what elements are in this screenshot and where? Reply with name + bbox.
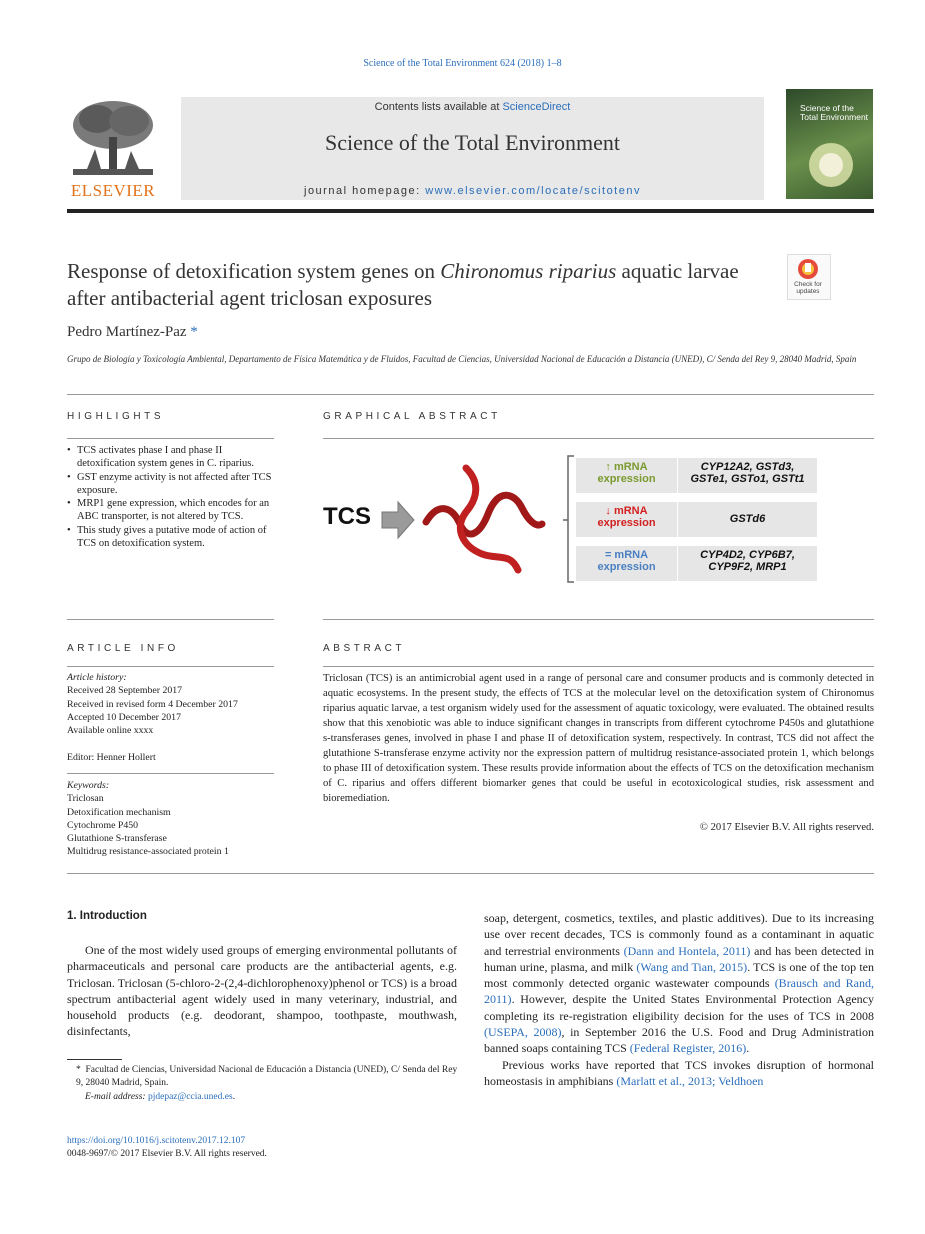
- unchanged-genes-box: [678, 546, 817, 581]
- text-run: . However, despite the United States Environmental Protection Agency completing its re-registration eligibility decision for the uses of TCS in 2008: [484, 992, 874, 1023]
- unchanged-label-1: = mRNA: [604, 549, 649, 561]
- bracket-icon: [562, 454, 576, 586]
- cover-title: Science of the Total Environment: [800, 103, 869, 122]
- upregulated-label-1: ↑ mRNA: [605, 461, 648, 473]
- crossmark-label-2: updates: [796, 288, 820, 295]
- keyword-item: Triclosan: [67, 793, 104, 805]
- intro-paragraph: [484, 910, 874, 1057]
- history-label: Article history:: [67, 672, 127, 683]
- received-date: Received 28 September 2017: [67, 685, 183, 697]
- cover-flower-graphic: [806, 140, 856, 190]
- unchanged-genes-2: CYP9F2, MRP1: [708, 561, 787, 573]
- divider: [67, 773, 274, 774]
- citation-link[interactable]: (Dann and Hontela, 2011): [623, 943, 751, 958]
- revised-date: Received in revised form 4 December 2017: [67, 698, 238, 710]
- doi-link[interactable]: https://doi.org/10.1016/j.scitotenv.2017.12.107: [67, 1136, 246, 1146]
- citation-link[interactable]: (Federal Register, 2016): [629, 1041, 747, 1056]
- author-line: [67, 324, 198, 341]
- journal-reference[interactable]: Science of the Total Environment 624 (2018) 1–8: [363, 58, 562, 69]
- divider: [67, 666, 274, 667]
- upregulated-genes-box: [678, 458, 817, 493]
- article-history: [67, 671, 274, 765]
- chironomus-larvae-image: [418, 462, 548, 580]
- arrow-right-icon: [380, 500, 416, 540]
- highlight-item: • MRP1 gene expression, which encodes for an ABC transporter, is not altered by TCS.: [67, 497, 274, 524]
- text-run: , in September 2016 the U.S. Food and Drug Administration banned soaps containing TCS: [484, 1025, 874, 1056]
- title-part-2: aquatic larvae after antibacterial agent triclosan exposures: [67, 259, 739, 310]
- highlights-heading: HIGHLIGHTS: [67, 411, 165, 422]
- text-run: and has been detected in human urine, plasma, and milk: [484, 943, 874, 974]
- crossmark-icon: [797, 258, 819, 280]
- keyword-item: Detoxification mechanism: [67, 806, 171, 818]
- accepted-date: Accepted 10 December 2017: [67, 711, 181, 723]
- author-name: Pedro Martínez-Paz: [67, 324, 187, 340]
- divider: [67, 873, 874, 874]
- contents-prefix: Contents lists available at: [374, 101, 503, 113]
- abstract-text: Triclosan (TCS) is an antimicrobial agent used in a range of personal care and consumer products and is commonly detected in aquatic ecosystems. In the present study, the effects of TCS at the molecular level on the detoxification system of Chironomus riparius aquatic larvae, a test organism widely used for the assessment of aquatic toxicology, were evaluated. The obtained results show that this xenobiotic was able to induce significant changes in transcripts from different cytochrome P450s and glutathione s-transferases genes, involved in phase I and phase II of detoxification system, respectively. In contrast, TCS did not affect the glutathione S-transferase enzyme activity nor the expression pattern of multidrug resistance-associated protein 1, which belongs to phase III of detoxification system. These results provide information about the effects of TCS on the detoxification mechanism of C. riparius and offers different biomarker genes that could be useful in ecotoxicological studies, risk assessment and bioremediation.: [323, 673, 874, 804]
- graphical-abstract-heading: GRAPHICAL ABSTRACT: [323, 411, 501, 422]
- keyword-item: Multidrug resistance-associated protein 1: [67, 846, 229, 858]
- contents-line: [181, 101, 764, 113]
- abstract-copyright: © 2017 Elsevier B.V. All rights reserved.: [699, 822, 874, 833]
- text-run: soap, detergent, cosmetics, textiles, and plastic additives). Due to its increasing use over recent decades, TCS is commonly found as a contaminant in aquatic and terrestrial environments: [484, 911, 874, 958]
- keyword-item: Cytochrome P450: [67, 819, 139, 831]
- downregulated-label-box: [576, 502, 677, 537]
- unchanged-label-2: expression: [597, 561, 656, 573]
- divider: [323, 666, 874, 667]
- text-run: . TCS is one of the top ten most commonly detected organic wastewater compounds: [484, 959, 874, 991]
- divider: [67, 619, 274, 620]
- downregulated-genes-box: [678, 502, 817, 537]
- keywords: [67, 779, 274, 859]
- email-link[interactable]: pjdepaz@ccia.uned.es: [147, 1091, 233, 1102]
- footnote-mark: *: [76, 1065, 81, 1075]
- text-run: Previous works have reported that TCS invokes disruption of hormonal homeostasis in amphibians: [484, 1057, 874, 1088]
- intro-paragraph: [484, 1057, 874, 1090]
- abstract-heading: ABSTRACT: [323, 643, 406, 654]
- divider: [323, 619, 874, 620]
- online-date: Available online xxxx: [67, 725, 154, 737]
- footnote-address: Facultad de Ciencias, Universidad Nacional de Educación a Distancia (UNED), C/ Senda del Rey 9, 28040 Madrid, Spain.: [76, 1065, 458, 1089]
- title-species: Chironomus riparius: [440, 259, 617, 283]
- intro-left-column: [67, 942, 457, 1040]
- journal-title: Science of the Total Environment: [325, 130, 620, 155]
- header-rule: [67, 209, 874, 213]
- upregulated-label-2: expression: [597, 473, 656, 485]
- title-part-1: Response of detoxification system genes on: [67, 259, 441, 283]
- upregulated-genes-1: CYP12A2, GSTd3,: [700, 461, 795, 473]
- crossmark-label-1: Check for: [794, 281, 822, 288]
- citation-link[interactable]: (USEPA, 2008): [484, 1025, 562, 1040]
- highlight-item: • TCS activates phase I and phase II detoxification system genes in C. riparius.: [67, 444, 274, 471]
- email-end: .: [232, 1091, 236, 1102]
- email-label: E-mail address:: [85, 1091, 148, 1102]
- citation-link[interactable]: (Wang and Tian, 2015): [636, 959, 748, 974]
- intro-right-column: [484, 910, 874, 1089]
- highlight-item: • GST enzyme activity is not affected after TCS exposure.: [67, 471, 274, 498]
- downregulated-label-2: expression: [597, 517, 656, 529]
- divider: [323, 438, 874, 439]
- introduction-heading: 1. Introduction: [67, 910, 147, 922]
- downregulated-label-1: ↓ mRNA: [605, 505, 648, 517]
- upregulated-label-box: [576, 458, 677, 493]
- highlight-item: • This study gives a putative mode of action of TCS on detoxification system.: [67, 524, 274, 551]
- unchanged-genes-1: CYP4D2, CYP6B7,: [700, 549, 795, 561]
- tcs-label: TCS: [323, 503, 371, 530]
- footnote-rule: [67, 1059, 122, 1060]
- downregulated-genes: GSTd6: [729, 513, 766, 525]
- upregulated-genes-2: GSTe1, GSTo1, GSTt1: [690, 473, 805, 485]
- homepage-prefix: journal homepage:: [304, 185, 426, 197]
- article-info-heading: ARTICLE INFO: [67, 643, 179, 654]
- article-title: [67, 258, 767, 312]
- highlights-list: [67, 444, 274, 550]
- elsevier-tree-logo: [67, 97, 159, 181]
- check-for-updates-label: [787, 281, 829, 295]
- homepage-link[interactable]: www.elsevier.com/locate/scitotenv: [425, 185, 641, 197]
- citation-link[interactable]: (Marlatt et al., 2013; Veldhoen: [616, 1073, 764, 1088]
- keywords-label: Keywords:: [67, 780, 110, 791]
- citation-link[interactable]: (Brausch and Rand, 2011): [484, 976, 874, 1007]
- keyword-item: Glutathione S-transferase: [67, 833, 167, 845]
- unchanged-label-box: [576, 546, 677, 581]
- sciencedirect-link[interactable]: ScienceDirect: [502, 101, 571, 113]
- homepage-line: [181, 185, 764, 197]
- intro-paragraph: One of the most widely used groups of emerging environmental pollutants of pharmaceuticals and personal care products are the antibacterial agents, e.g. Triclosan. Triclosan (5-chloro-2-(2,4-dichlorophenoxy)phenol or TCS) is a broad spectrum antibacterial agent widely used in many veterinary, industrial, and household products (e.g. deodorant, shampoo, toothpaste, mouthwash, disinfectants,: [67, 943, 457, 1039]
- doi-block: [67, 1135, 267, 1161]
- author-footnote-mark[interactable]: *: [190, 324, 198, 340]
- editor: Editor: Henner Hollert: [67, 752, 156, 764]
- divider: [67, 394, 874, 395]
- publisher-name: ELSEVIER: [70, 181, 156, 200]
- divider: [67, 438, 274, 439]
- footnote: [67, 1064, 459, 1104]
- text-run: .: [746, 1041, 750, 1056]
- affiliation: Grupo de Biología y Toxicología Ambiental, Departamento de Física Matemática y de Fluidos, Facultad de Ciencias, Universidad Nacional de Educación a Distancia (UNED), C/ Senda del Rey 9, 28040 Madrid, Spain: [67, 354, 857, 364]
- issn-line: 0048-9697/© 2017 Elsevier B.V. All rights reserved.: [67, 1149, 267, 1159]
